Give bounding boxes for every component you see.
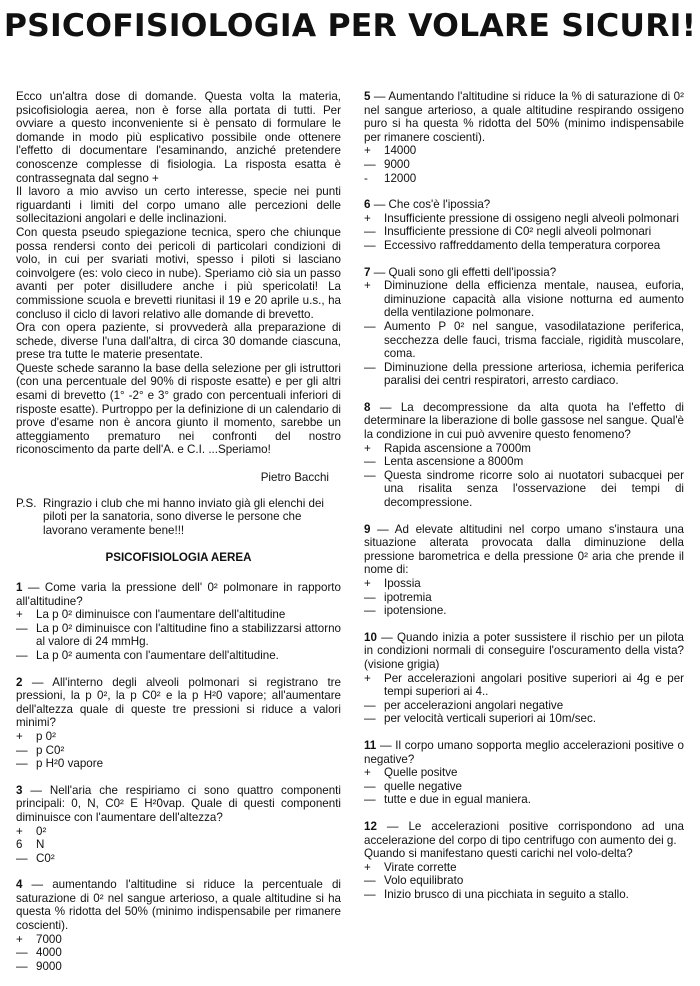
question-9 [364,523,684,618]
answer-option [16,946,341,960]
answer-option [16,730,341,744]
answer-text: N [36,838,45,852]
answer-marker: — [364,887,376,901]
question-body: — Come varia la pressione dell' 0² polmonare in rapporto all'altitudine? [16,581,341,608]
answer-marker: + [364,279,371,293]
answer-text: 4000 [36,946,62,960]
answer-option [364,604,684,618]
answer-text: 12000 [384,171,417,185]
answer-marker: 6 [16,838,23,852]
postscript-text: Ringrazio i club che mi hanno inviato già gli elenchi dei piloti per la sanatoria, sono diverse le persone che lavorano veramente bene!!! [43,496,324,537]
answer-text: La p 0² aumenta con l'aumentare dell'altitudine. [36,648,279,662]
author-signature: Pietro Bacchi [260,471,329,485]
answer-text: 9000 [384,157,410,171]
question-body: — Quando inizia a poter sussistere il rischio per un pilota in condizioni normali di conseguire l'oscuramento della vista? (visione grigia) [364,630,684,671]
question-number: 2 [16,675,23,689]
question-10 [364,631,684,726]
answer-option [364,577,684,591]
answer-marker: — [16,946,28,960]
intro-paragraph: Ecco un'altra dose di domande. Questa volta la materia, psicofisiologia aerea, non è forse alla portata di tutti. Per ovviare a questo inconveniente si è pensato di formulare le domande in modo più esplicativo possibile onde ottenere l'effetto di documentare l'esaminando, anziché pretendere conoscenze complesse di fisiologia. La risposta esatta è contrassegnata dal segno + [16,90,341,185]
answer-text: Volo equilibrato [384,874,464,888]
question-text [364,631,684,672]
answer-option [364,239,684,253]
answer-option [364,793,684,807]
question-6 [364,198,684,252]
question-number: 8 [364,400,371,414]
question-2 [16,676,341,771]
answer-text: La p 0² diminuisce con l'altitudine fino a stabilizzarsi attorno al valore di 24 mmHg. [36,621,341,649]
questions-left [16,581,341,973]
answer-marker: — [16,959,28,973]
question-text [364,401,684,442]
question-number: 11 [364,738,377,752]
question-followup: Quando si manifestano questi carichi nel volo-delta? [364,847,633,861]
answer-option [364,172,684,186]
answer-option [364,158,684,172]
question-number: 9 [364,522,371,536]
question-text [364,820,684,847]
answer-option [364,766,684,780]
answer-option [364,320,684,361]
answer-marker: — [364,779,376,793]
answer-option [364,361,684,388]
answer-option [364,469,684,510]
answer-option [364,874,684,888]
answer-text: Questa sindrome ricorre solo ai nuotatori subacquei per una risalita senza l'osservazione dei tempi di decompressione. [384,468,684,510]
answer-option [364,144,684,158]
answer-text: La p 0² diminuisce con l'aumentare dell'altitudine [36,608,286,622]
answer-marker: — [364,360,376,374]
answer-option [364,591,684,605]
answer-text: Quelle positve [384,766,458,780]
answer-text: p H²0 vapore [36,757,104,771]
intro-paragraph: Il lavoro a mio avviso un certo interesse, specie nei punti riguardanti i limiti del corpo umano alle percezioni delle sollecitazioni angolari e delle inclinazioni. [16,185,341,226]
answer-option [16,622,341,649]
intro-paragraph: Ora con opera paziente, si provvederà alla preparazione di schede, diverse l'una dall'altra, di circa 30 domande ciascuna, prese tra tutte le materie presentate. [16,321,341,362]
question-7 [364,266,684,388]
question-5 [364,90,684,185]
question-text [364,198,684,212]
answer-text: Diminuzione della pressione arteriosa, ichemia periferica paralisi dei centri respiratori, arresto cardiaco. [384,360,684,388]
answer-text: 9000 [36,959,62,973]
answer-option [364,888,684,902]
answer-marker: — [364,319,376,333]
answer-marker: — [364,604,376,618]
question-text [16,581,341,608]
answer-text: tutte e due in egual maniera. [384,793,531,807]
answer-text: Per accelerazioni angolari positive superiori ai 4g e per tempi superiori ai 4.. [384,671,684,699]
answer-marker: — [364,874,376,888]
answer-marker: + [364,860,371,874]
page-title: PSICOFISIOLOGIA PER VOLARE SICURI! [3,8,697,44]
answer-text: 0² [36,824,47,838]
answer-marker: — [16,851,28,865]
answer-text: ipotensione. [384,604,447,618]
answer-option [364,442,684,456]
postscript-label: P.S. [16,496,37,510]
answer-marker: + [16,932,23,946]
answer-text: Aumento P 0² nel sangue, vasodilatazione periferica, secchezza delle fauci, trisma facciale, rigidità muscolare, coma. [384,319,684,361]
question-11 [364,739,684,807]
answer-text: Inizio brusco di una picchiata in seguito a stallo. [384,887,629,901]
answer-text: 14000 [384,144,417,158]
answer-option [364,225,684,239]
answer-text: p C0² [36,743,65,757]
question-body: — Aumentando l'altitudine si riduce la % di saturazione di 0² nel sangue arterioso, a quale altitudine respirando ossigeno puro si ha questa % ridotta del 50% (minimo indispensabile per rimanere coscienti). [364,90,684,144]
question-1 [16,581,341,663]
question-body: — Le accelerazioni positive corrispondono ad una accelerazione del corpo di tipo centrifugo con aumento dei g. [364,819,684,847]
question-number: 7 [364,265,371,279]
question-number: 4 [16,878,23,892]
question-text [16,878,341,932]
answer-text: ipotremia [384,590,432,604]
answer-text: Insufficiente pressione di ossigeno negli alveoli polmonari [384,211,679,225]
answer-option [16,757,341,771]
answer-text: per accelerazioni angolari negative [384,698,564,712]
questions-right [364,90,684,901]
right-column [364,90,684,914]
answer-option [16,960,341,974]
answer-option [16,608,341,622]
answer-text: Diminuzione della efficienza mentale, nausea, euforia, diminuzione capacità alla visione notturna ed aumento della ventilazione polmonare. [384,279,684,320]
question-body: — aumentando l'altitudine si riduce la percentuale di saturazione di 0² nel sangue arterioso, a quale altitudine si ha questa % ridotta del 50% (minimo indispensabile per rimanere coscienti). [16,878,341,933]
question-text [364,739,684,766]
question-number: 12 [364,819,377,833]
answer-text: per velocità verticali superiori ai 10m/sec. [384,712,596,726]
answer-option [16,852,341,866]
answer-marker: + [16,824,23,838]
question-number: 10 [364,630,377,644]
question-body: — Quali sono gli effetti dell'ipossia? [373,265,557,279]
answer-text: p 0² [36,729,56,743]
answer-option [16,838,341,852]
answer-text: Insufficiente pressione di C0² negli alveoli polmonari [384,225,652,239]
answer-option [16,933,341,947]
answer-marker: — [364,157,376,171]
answer-marker: — [364,455,376,469]
answer-marker: — [364,225,376,239]
question-body: — Che cos'è l'ipossia? [373,198,491,212]
question-text [16,676,341,730]
answer-marker: + [16,608,23,622]
answer-text: Eccessivo raffreddamento della temperatura corporea [384,238,661,252]
answer-option [364,712,684,726]
answer-text: Rapida ascensione a 7000m [384,441,531,455]
question-3 [16,784,341,866]
question-text [364,90,684,144]
section-title: PSICOFISIOLOGIA AEREA [105,551,252,565]
answer-text: Lenta ascensione a 8000m [384,455,524,469]
answer-marker: - [364,171,368,185]
answer-option [16,825,341,839]
question-4 [16,878,341,973]
answer-text: quelle negative [384,779,462,793]
answer-option [364,672,684,699]
answer-option [364,699,684,713]
answer-option [364,455,684,469]
answer-marker: — [364,793,376,807]
question-body: — Il corpo umano sopporta meglio accelerazioni positive o negative? [364,738,684,766]
question-text [364,266,684,280]
question-body: — All'interno degli alveoli polmonari si registrano tre pressioni, la p 0², la p C0² e la p H²0 vapore; all'aumentare dell'altezza quale di queste tre pressioni si riduce a valori minimi? [16,675,341,730]
question-8 [364,401,684,510]
answer-marker: + [364,577,371,590]
answer-option [364,279,684,320]
answer-option [364,212,684,226]
answer-marker: — [364,468,376,482]
answer-option [364,861,684,875]
answer-option [16,649,341,663]
question-text [364,523,684,577]
question-12 [364,820,684,902]
answer-marker: + [364,671,371,685]
answer-marker: + [364,766,371,780]
answer-option [16,744,341,758]
question-number: 1 [16,581,23,594]
answer-text: Ipossia [384,577,421,590]
question-body: — Nell'aria che respiriamo ci sono quattro componenti principali: 0, N, C0² E H²0vap. Quale di questi componenti diminuisce con l'aumentare dell'altezza? [16,783,341,824]
answer-marker: + [364,441,371,455]
intro-paragraph: Queste schede saranno la base della selezione per gli istruttori (con una percentuale del 90% di risposte esatte) e per gli altri esami di brevetto (1° -2° e 3° grado con percentuali inferiori di risposte esatte). Purtroppo per la definizione di un calendario di prove d'esame non è ancora giunto il momento, sarebbe un atteggiamento prematuro nei confronti del nostro riconoscimento da parte dell'A. e C.I. ...Speriamo! [16,361,341,457]
intro-paragraph: Con questa pseudo spiegazione tecnica, spero che chiunque possa rendersi conto dei pericoli di particolari condizioni di volo, in cui per svariati motivi, spesso i piloti si lasciano coinvolgere (es: volo cieco in nube). Speriamo ciò sia un passo avanti per poter disilludere anche i più spericolati! La commissione scuola e brevetti riunitasi il 19 e 20 aprile u.s., ha concluso il ciclo di lavori relativo alle domande di brevetto. [16,225,341,321]
answer-marker: — [364,238,376,252]
question-number: 6 [364,198,371,212]
intro-text [16,90,341,457]
answer-marker: — [16,757,28,771]
answer-marker: — [16,648,28,662]
question-text [16,784,341,825]
question-number: 3 [16,783,23,797]
answer-marker: — [16,743,28,757]
question-body: — Ad elevate altitudini nel corpo umano s'instaura una situazione alterata provocata dalla diminuzione della pressione barometrica e della pressione 0² aria che prende il nome di: [364,522,684,577]
answer-text: C0² [36,851,55,865]
answer-marker: — [364,712,376,726]
left-column [16,90,341,986]
answer-marker: — [16,621,28,635]
answer-marker: + [364,144,371,158]
answer-text: Virate corrette [384,860,457,874]
answer-marker: + [364,211,371,225]
answer-option [364,780,684,794]
answer-text: 7000 [36,932,62,946]
question-number: 5 [364,90,371,103]
answer-marker: — [364,590,376,604]
answer-marker: — [364,698,376,712]
postscript [16,497,341,538]
question-body: — La decompressione da alta quota ha l'effetto di determinare la liberazione di bolle gassose nel sangue. Qual'è la condizione in cui può avvenire questo fenomeno? [364,400,684,442]
answer-marker: + [16,729,23,743]
